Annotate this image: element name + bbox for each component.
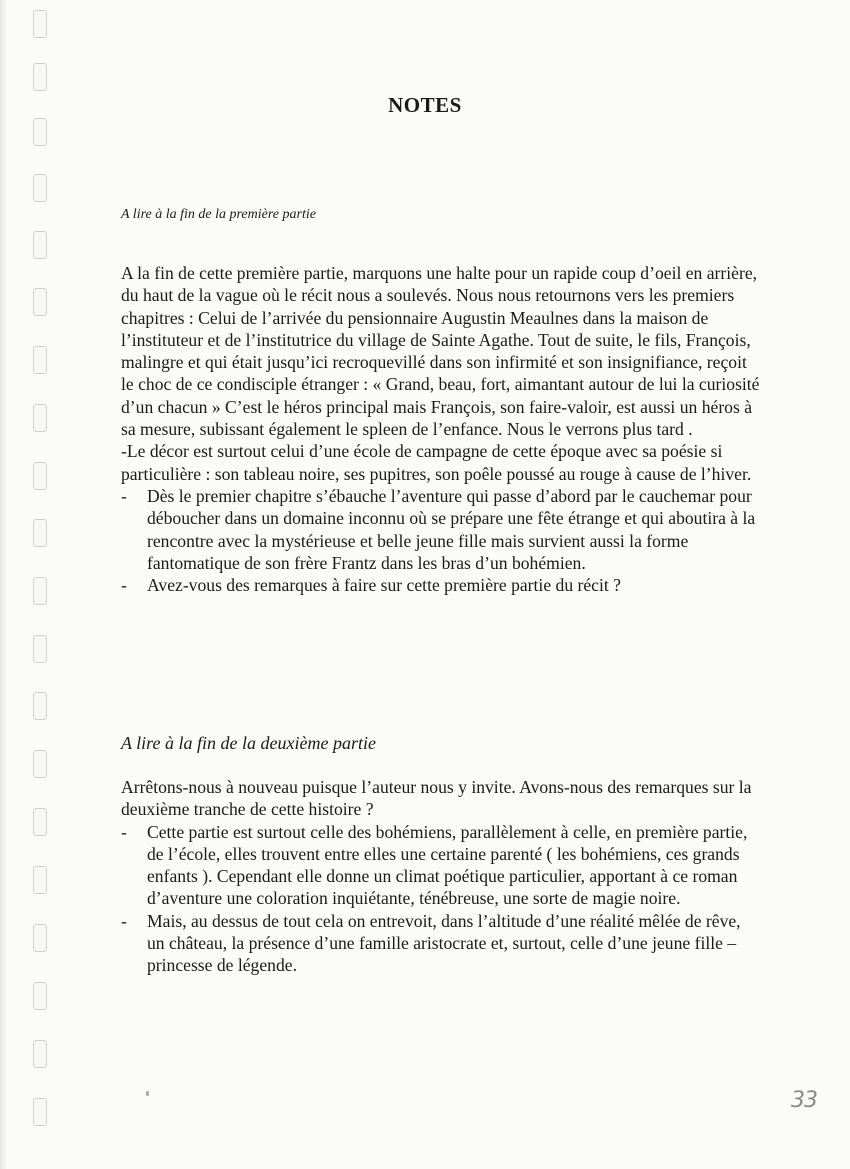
binding-hole bbox=[33, 10, 47, 38]
list-item-text: Mais, au dessus de tout cela on entrevoit, dans l’altitude d’une réalité mêlée de rêve, un château, la présence d’une famille aristocrate et, surtout, celle d’une jeune fille – princesse de légende. bbox=[147, 910, 741, 976]
binding-hole bbox=[33, 231, 47, 259]
binding-hole bbox=[33, 346, 47, 374]
bullet-list bbox=[121, 821, 761, 977]
binding-hole bbox=[33, 750, 47, 778]
binding-hole bbox=[33, 519, 47, 547]
list-item-text: Avez-vous des remarques à faire sur cette première partie du récit ? bbox=[147, 575, 621, 596]
binding-hole bbox=[33, 982, 47, 1010]
list-item bbox=[121, 821, 761, 910]
binding-hole bbox=[33, 404, 47, 432]
list-item bbox=[121, 574, 761, 596]
list-item bbox=[121, 910, 761, 977]
binding-hole bbox=[33, 462, 47, 490]
binding-hole bbox=[33, 635, 47, 663]
list-item-text: Cette partie est surtout celle des bohémiens, parallèlement à celle, en première partie, de l’école, elles trouvent entre elles une certaine parenté ( les bohémiens, ces grands enfants ). Cependant elle donne un climat poétique particulier, apportant à ce roman d’aventure une coloration inquiétante, ténébreuse, une sorte de magie noire. bbox=[147, 821, 748, 909]
bullet-list bbox=[121, 485, 761, 596]
binding-hole bbox=[33, 808, 47, 836]
bullet-dash: - bbox=[121, 575, 127, 596]
scan-edge bbox=[0, 0, 8, 1169]
paragraph: A la fin de cette première partie, marquons une halte pour un rapide coup d’oeil en arrière, du haut de la vague où le récit nous a soulevés. Nous nous retournons vers les premiers chapitres : Celui de l’arrivée du pensionnaire Augustin Meaulnes dans la maison de l’instituteur et de l’institutrice du village de Sainte Agathe. Tout de suite, le fils, François, malingre et qui était jusqu’ici recroquevillé dans son infirmité et son insignifiance, reçoit le choc de ce condisciple étranger : « Grand, beau, fort, aimantant autour de lui la curiosité d’un chacun » C’est le héros principal mais François, son faire-valoir, est aussi un héros à sa mesure, subissant également le spleen de l’enfance. Nous le verrons plus tard . bbox=[121, 263, 760, 440]
binding-hole bbox=[33, 63, 47, 91]
section-heading-second-part: A lire à la fin de la deuxième partie bbox=[121, 733, 376, 753]
page-number: 33 bbox=[791, 1088, 817, 1113]
list-item bbox=[121, 485, 761, 574]
bullet-dash: - bbox=[121, 821, 127, 842]
binding-hole bbox=[33, 577, 47, 605]
paragraph: Arrêtons-nous à nouveau puisque l’auteur nous y invite. Avons-nous des remarques sur la deuxième tranche de cette histoire ? bbox=[121, 777, 752, 820]
binding-hole bbox=[33, 1098, 47, 1126]
list-item-text: Dès le premier chapitre s’ébauche l’aventure qui passe d’abord par le cauchemar pour déboucher dans un domaine inconnu où se prépare une fête étrange et qui aboutira à la rencontre avec la mystérieuse et belle jeune fille mais survient aussi la forme fantomatique de son frère Frantz dans les bras d’un bohémien. bbox=[147, 485, 756, 573]
section-body-first-part bbox=[121, 262, 761, 596]
binding-hole bbox=[33, 118, 47, 146]
binding-hole bbox=[33, 866, 47, 894]
paragraph: -Le décor est surtout celui d’une école de campagne de cette époque avec sa poésie si particulière : son tableau noire, ses pupitres, son poêle poussé au rouge à cause de l’hiver. bbox=[121, 441, 752, 484]
binding-hole bbox=[33, 174, 47, 202]
paper-speck bbox=[146, 1091, 149, 1096]
binding-hole bbox=[33, 1040, 47, 1068]
page-title: NOTES bbox=[388, 93, 462, 117]
binding-hole bbox=[33, 924, 47, 952]
bullet-dash: - bbox=[121, 910, 127, 931]
section-body-second-part bbox=[121, 776, 761, 977]
binding-hole bbox=[33, 288, 47, 316]
binding-hole bbox=[33, 692, 47, 720]
section-heading-first-part: A lire à la fin de la première partie bbox=[121, 207, 316, 222]
bullet-dash: - bbox=[121, 485, 127, 506]
